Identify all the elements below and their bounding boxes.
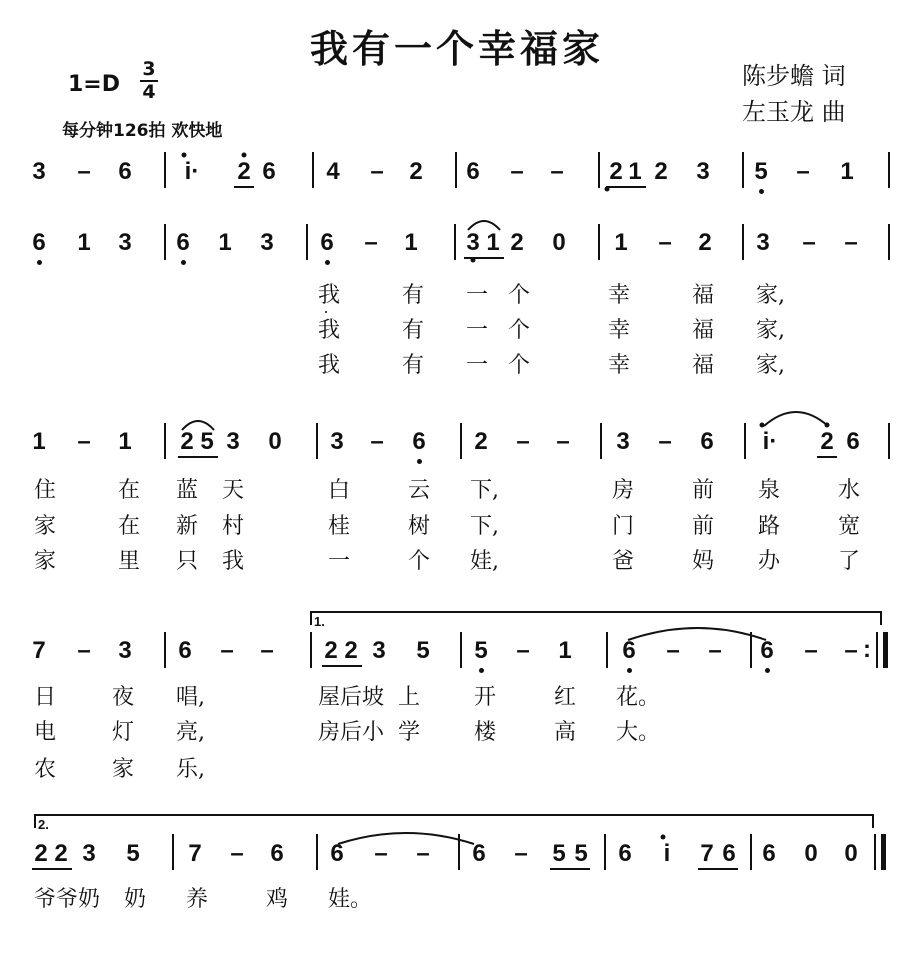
note: 2 [34,840,48,867]
note: 6 [472,840,486,867]
note: – [510,158,524,185]
lyric: 花。 [616,685,661,710]
note: 2 [344,637,358,664]
lyric: 我 [222,549,245,574]
note: 5 [126,840,140,867]
note: – [514,840,528,867]
slur [182,421,214,430]
note: i· [762,428,778,455]
lyric: 大。 [616,720,661,745]
note: – [658,428,672,455]
speck [325,311,327,313]
tie [764,412,828,426]
lyric: 白 [328,478,351,503]
high-octave-dot [661,835,666,840]
lyricist-credit: 陈步蟾 词 [742,62,846,90]
note: – [550,158,564,185]
lyric: 家 [112,757,135,782]
lyric: 娃, [470,549,499,574]
tie [628,628,766,640]
volta-number: 2. [38,817,49,832]
lyric: 奶 [124,887,147,912]
note: 0 [268,428,282,455]
note: 2 [324,637,338,664]
note: 6 [762,840,776,867]
note: 1 [77,229,91,256]
lyric: 高 [554,720,577,745]
lyric: 开 [474,685,497,710]
note: 5 [754,158,768,185]
note: 2 [237,158,251,185]
lyric: 新 [176,514,199,539]
note: – [802,229,816,256]
note: 6 [618,840,632,867]
note: – [260,637,274,664]
lyric: 乐, [176,757,205,782]
note: i· [184,158,200,185]
note: 4 [326,158,340,185]
note: – [708,637,722,664]
note: 0 [844,840,858,867]
lyric: 福 [692,283,715,308]
lyric: 夜 [112,685,135,710]
note: – [364,229,378,256]
lyric: 幸 [608,318,631,343]
note: 3 [696,158,710,185]
tie [338,833,474,844]
lyric: 家, [756,283,785,308]
note: 3 [118,229,132,256]
note: – [374,840,388,867]
note: 3 [330,428,344,455]
lyric: 房后小 [318,720,385,745]
note: – [666,637,680,664]
note: 1 [840,158,854,185]
note: 5 [574,840,588,867]
lyric: 鸡 [266,887,289,912]
lyric: 一 [466,283,489,308]
note: 6 [32,229,46,256]
lyric: 门 [612,514,635,539]
lyric: 妈 [692,549,715,574]
note: 3 [226,428,240,455]
lyric: 家, [756,318,785,343]
lyric: 我 [318,283,341,308]
note: 1 [118,428,132,455]
note: 6 [270,840,284,867]
note: 1 [404,229,418,256]
lyric: 爸 [612,549,635,574]
note: 6 [846,428,860,455]
song-title: 我有一个幸福家 [309,27,604,71]
lyric: 学 [398,720,421,745]
note: – [556,428,570,455]
lyric: 泉 [758,478,781,503]
lyric: 个 [508,283,531,308]
lyric: 宽 [838,514,861,539]
low-octave-dot [471,258,476,263]
note: 1 [614,229,628,256]
note: – [77,158,91,185]
note: – [516,637,530,664]
note: 6 [760,637,774,664]
note: – [804,637,818,664]
note: 1 [218,229,232,256]
lyric: 路 [758,514,781,539]
lyric: 一 [466,318,489,343]
note: 6 [118,158,132,185]
lyric: 有 [402,318,425,343]
note: 6 [178,637,192,664]
note: 1 [558,637,572,664]
note: 2 [609,158,623,185]
note: 3 [82,840,96,867]
note: 2 [474,428,488,455]
note: 3 [466,229,480,256]
lyric: 灯 [112,720,135,745]
note: 6 [412,428,426,455]
note: 3 [260,229,274,256]
lyric: 前 [692,514,715,539]
lyric: 家 [34,514,57,539]
note: 5 [200,428,214,455]
note: – [77,428,91,455]
lyric: 前 [692,478,715,503]
key-signature: 1=D [68,72,121,97]
note: 2 [180,428,194,455]
lyric: 日 [34,685,57,710]
lyric: 家 [34,549,57,574]
lyric: 亮, [176,720,205,745]
lyric: 有 [402,283,425,308]
lyric: 楼 [474,720,497,745]
note: 7 [32,637,46,664]
lyric: 下, [470,478,499,503]
note: 6 [622,637,636,664]
note: 2 [654,158,668,185]
lyric: 爷爷奶 [34,887,101,912]
note: – [77,637,91,664]
note: – [658,229,672,256]
lyric: 养 [186,887,209,912]
note: 6 [722,840,736,867]
note: – [416,840,430,867]
note: 6 [176,229,190,256]
note: 5 [416,637,430,664]
note: 2 [409,158,423,185]
lyric: 福 [692,353,715,378]
lyric: 红 [554,685,577,710]
note: 2 [510,229,524,256]
time-numerator: 3 [142,58,156,80]
note: 5 [474,637,488,664]
note: – [844,637,858,664]
note: 2 [54,840,68,867]
slur [468,221,500,230]
note: 1 [32,428,46,455]
note: 6 [700,428,714,455]
lyric: 下, [470,514,499,539]
note: – [516,428,530,455]
lyric: 里 [118,549,141,574]
note: – [230,840,244,867]
lyric: 我 [318,353,341,378]
lyric: 娃。 [328,887,373,912]
note: 6 [262,158,276,185]
note: 6 [466,158,480,185]
lyric: 房 [612,478,635,503]
lyric: 有 [402,353,425,378]
note: 2 [820,428,834,455]
lyric: 只 [176,549,199,574]
lyric: 农 [34,757,57,782]
note: – [796,158,810,185]
note: 0 [804,840,818,867]
lyric: 在 [118,478,141,503]
lyric: 个 [508,353,531,378]
lyric: 福 [692,318,715,343]
note: 3 [32,158,46,185]
note: 3 [756,229,770,256]
lyric: 蓝 [176,478,199,503]
lyric: 唱, [176,685,205,710]
low-octave-dot [605,187,610,192]
note: 3 [372,637,386,664]
note: – [220,637,234,664]
note: 1 [486,229,500,256]
lyric: 个 [508,318,531,343]
note: – [370,158,384,185]
note: 2 [698,229,712,256]
repeat-dots: : [863,636,871,663]
lyric: 村 [222,514,245,539]
lyric: 水 [838,478,861,503]
lyric: 一 [328,549,351,574]
lyric: 在 [118,514,141,539]
high-octave-dot [242,153,247,158]
time-denominator: 4 [142,81,156,103]
note: 0 [552,229,566,256]
lyric: 住 [34,478,57,503]
lyric: 电 [34,720,57,745]
lyric: 我 [318,318,341,343]
note: 7 [700,840,714,867]
lyric: 幸 [608,353,631,378]
note: 7 [188,840,202,867]
composer-credit: 左玉龙 曲 [742,98,846,126]
lyric: 云 [408,478,431,503]
lyric: 了 [838,549,861,574]
volta-number: 1. [314,614,325,629]
lyric: 办 [758,549,781,574]
lyric: 个 [408,549,431,574]
lyric: 一 [466,353,489,378]
note: 1 [628,158,642,185]
note: 6 [330,840,344,867]
note: – [370,428,384,455]
note: i [663,840,671,867]
note: 3 [616,428,630,455]
note: – [844,229,858,256]
lyric: 树 [408,514,431,539]
note: 5 [552,840,566,867]
lyric: 天 [222,478,245,503]
lyric: 上 [398,685,421,710]
lyric: 幸 [608,283,631,308]
lyric: 屋后坡 [318,685,385,710]
high-octave-dot [182,153,187,158]
tempo-marking: 每分钟126拍 欢快地 [62,121,223,141]
lyric: 家, [756,353,785,378]
note: 3 [118,637,132,664]
note: 6 [320,229,334,256]
lyric: 桂 [328,514,351,539]
